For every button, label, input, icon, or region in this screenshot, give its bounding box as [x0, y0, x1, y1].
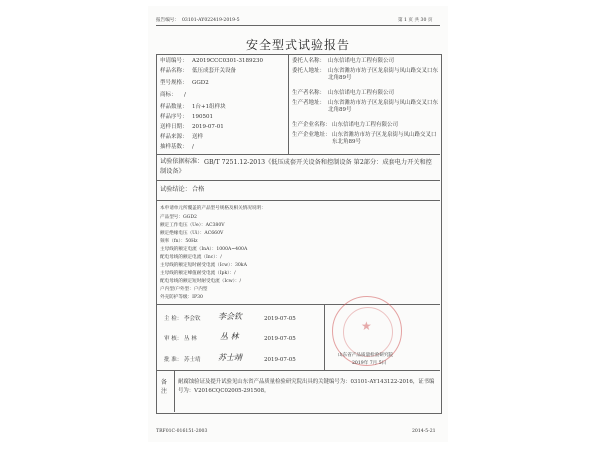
factory-name: 山东信诺电力工程有限公司 [332, 122, 399, 128]
signature-date: 2019-07-05 [264, 336, 296, 342]
report-no: 03101-AY022419-2019-5 [182, 18, 240, 23]
spec-label: 主母线的额定电流（InA）： [160, 247, 217, 252]
handwritten-signature: 丛 林 [220, 332, 239, 341]
sample-serial: 190501 [192, 114, 213, 120]
spec-label: 额定工作电压（Ue）： [160, 223, 206, 228]
application-no: A2019CCC0301-3189230 [192, 58, 263, 64]
sample-qty-label: 样品数量： [160, 104, 188, 110]
spec-label: 额定绝缘电压（Ui）： [160, 231, 205, 236]
spec-value: 户内型 [193, 287, 208, 292]
application-no-label: 申请编号： [160, 58, 188, 64]
spec-value: / [234, 271, 236, 276]
signature-rule [156, 370, 440, 371]
factory-address-label: 生产企业地址： [292, 132, 331, 138]
trademark: / [184, 92, 186, 98]
trademark-label: 商标： [160, 92, 177, 98]
page-title: 安全型式试验报告 [245, 38, 350, 52]
info-bottom-rule [156, 154, 440, 155]
form-code: TRF01C-016151-2003 [156, 429, 208, 434]
spec-value: 50Hz [185, 239, 198, 244]
model: GGD2 [192, 80, 209, 86]
spec-label: 户内型/户外型： [160, 287, 194, 292]
signature-name: 丛 林 [184, 336, 197, 342]
delivery-date: 2019-07-01 [192, 124, 224, 130]
producer-name: 山东信诺电力工程有限公司 [328, 90, 395, 96]
client-name: 山东信诺电力工程有限公司 [328, 58, 395, 64]
signature-label: 主 检： [164, 316, 183, 322]
sample-serial-label: 样品序号： [160, 114, 188, 120]
producer-address: 山东省潍坊市坊子区龙泉街与凤山路交叉口东北角89号 [328, 100, 439, 113]
signature-label: 审 核： [164, 336, 183, 342]
producer-address-label: 生产者地址： [292, 100, 326, 106]
sample-qty: 1台+1组样块 [192, 104, 226, 110]
standard-label: 试验依据标准： [160, 158, 204, 165]
sample-name-label: 样品名称： [160, 68, 188, 74]
header-rule [156, 25, 440, 26]
delivery-date-label: 送样日期： [160, 124, 188, 130]
spec-label: 主母线的额定短时耐受电流（Icw）： [160, 263, 235, 268]
spec-value: 1000A~400A [216, 247, 248, 252]
standard-text: GB/T 7251.12-2013《低压成套开关设备和控制设备 第2部分：成套电力开关和控制设备》 [160, 159, 432, 175]
specs-intro: 本申请单元所覆盖的产品型号规格及相关情况说明： [160, 206, 266, 211]
spec-label: 外壳防护等级： [160, 295, 193, 300]
info-divider [288, 54, 289, 154]
note-label: 备注 [161, 379, 168, 395]
official-seal: ★ [332, 296, 402, 366]
sample-name: 低压成套开关设备 [192, 68, 237, 74]
signature-name: 李会钦 [184, 316, 201, 322]
spec-label: 产品型号： [160, 215, 183, 220]
spec-value: / [220, 255, 222, 260]
producer-name-label: 生产者名称： [292, 90, 326, 96]
report-page [148, 6, 448, 442]
stamp-date: 2019年 7月 5日 [352, 361, 387, 366]
page-info: 第 1 页 共 30 页 [398, 18, 433, 23]
factory-address: 山东省潍坊市坊子区龙泉街与凤山路交叉口东北角89号 [332, 132, 437, 145]
client-name-label: 委托人名称： [292, 58, 326, 64]
client-address-label: 委托人地址： [292, 68, 326, 74]
sampling-base-label: 抽样基数： [160, 144, 188, 150]
spec-value: 30kA [234, 263, 247, 268]
handwritten-signature: 苏士靖 [218, 353, 242, 362]
signature-divider [324, 304, 325, 370]
model-label: 型号规格： [160, 80, 188, 86]
specs-rule [156, 304, 440, 305]
spec-label: 配电母线的额定短时耐受电流（Icw）： [160, 279, 240, 284]
sample-source-label: 样品来源： [160, 134, 188, 140]
signature-date: 2019-07-05 [264, 357, 296, 363]
client-address: 山东省潍坊市坊子区龙泉街与凤山路交叉口东北角89号 [328, 68, 439, 81]
spec-value: IP30 [192, 295, 203, 300]
conclusion-rule [156, 200, 440, 201]
spec-label: 频率（fn）： [160, 239, 186, 244]
sampling-base: / [192, 144, 194, 150]
spec-label: 主母线的额定峰值耐受电流（Ipk）： [160, 271, 235, 276]
conclusion-value: 合格 [192, 186, 205, 193]
sample-source: 送样 [192, 134, 204, 140]
conclusion-label: 试验结论： [160, 186, 191, 193]
spec-value: GGD2 [182, 215, 197, 220]
note-text: 耐腐蚀验证及提升试验见山东省产品质量检验研究院出具的关键编号为：03101-AY143122-2016，证书编号为：V2016CQC02005-291508。 [178, 379, 435, 394]
signature-label: 批 准： [164, 357, 183, 363]
standard-rule [156, 180, 440, 181]
handwritten-signature: 李会钦 [218, 312, 242, 321]
report-no-label: 报告编号： [156, 18, 179, 23]
signature-date: 2019-07-05 [264, 316, 296, 322]
spec-value: AC660V [204, 231, 224, 236]
spec-value: AC380V [205, 223, 225, 228]
factory-name-label: 生产企业名称： [292, 122, 331, 128]
note-divider [174, 370, 175, 412]
spec-value: / [239, 279, 242, 284]
signature-name: 苏士靖 [184, 357, 201, 363]
footer-date: 2014-5-21 [412, 429, 436, 434]
spec-label: 配电母线的额定电流（Inc）： [160, 255, 221, 260]
stamp-org: 山东省产品质量检验研究院 [338, 353, 394, 358]
